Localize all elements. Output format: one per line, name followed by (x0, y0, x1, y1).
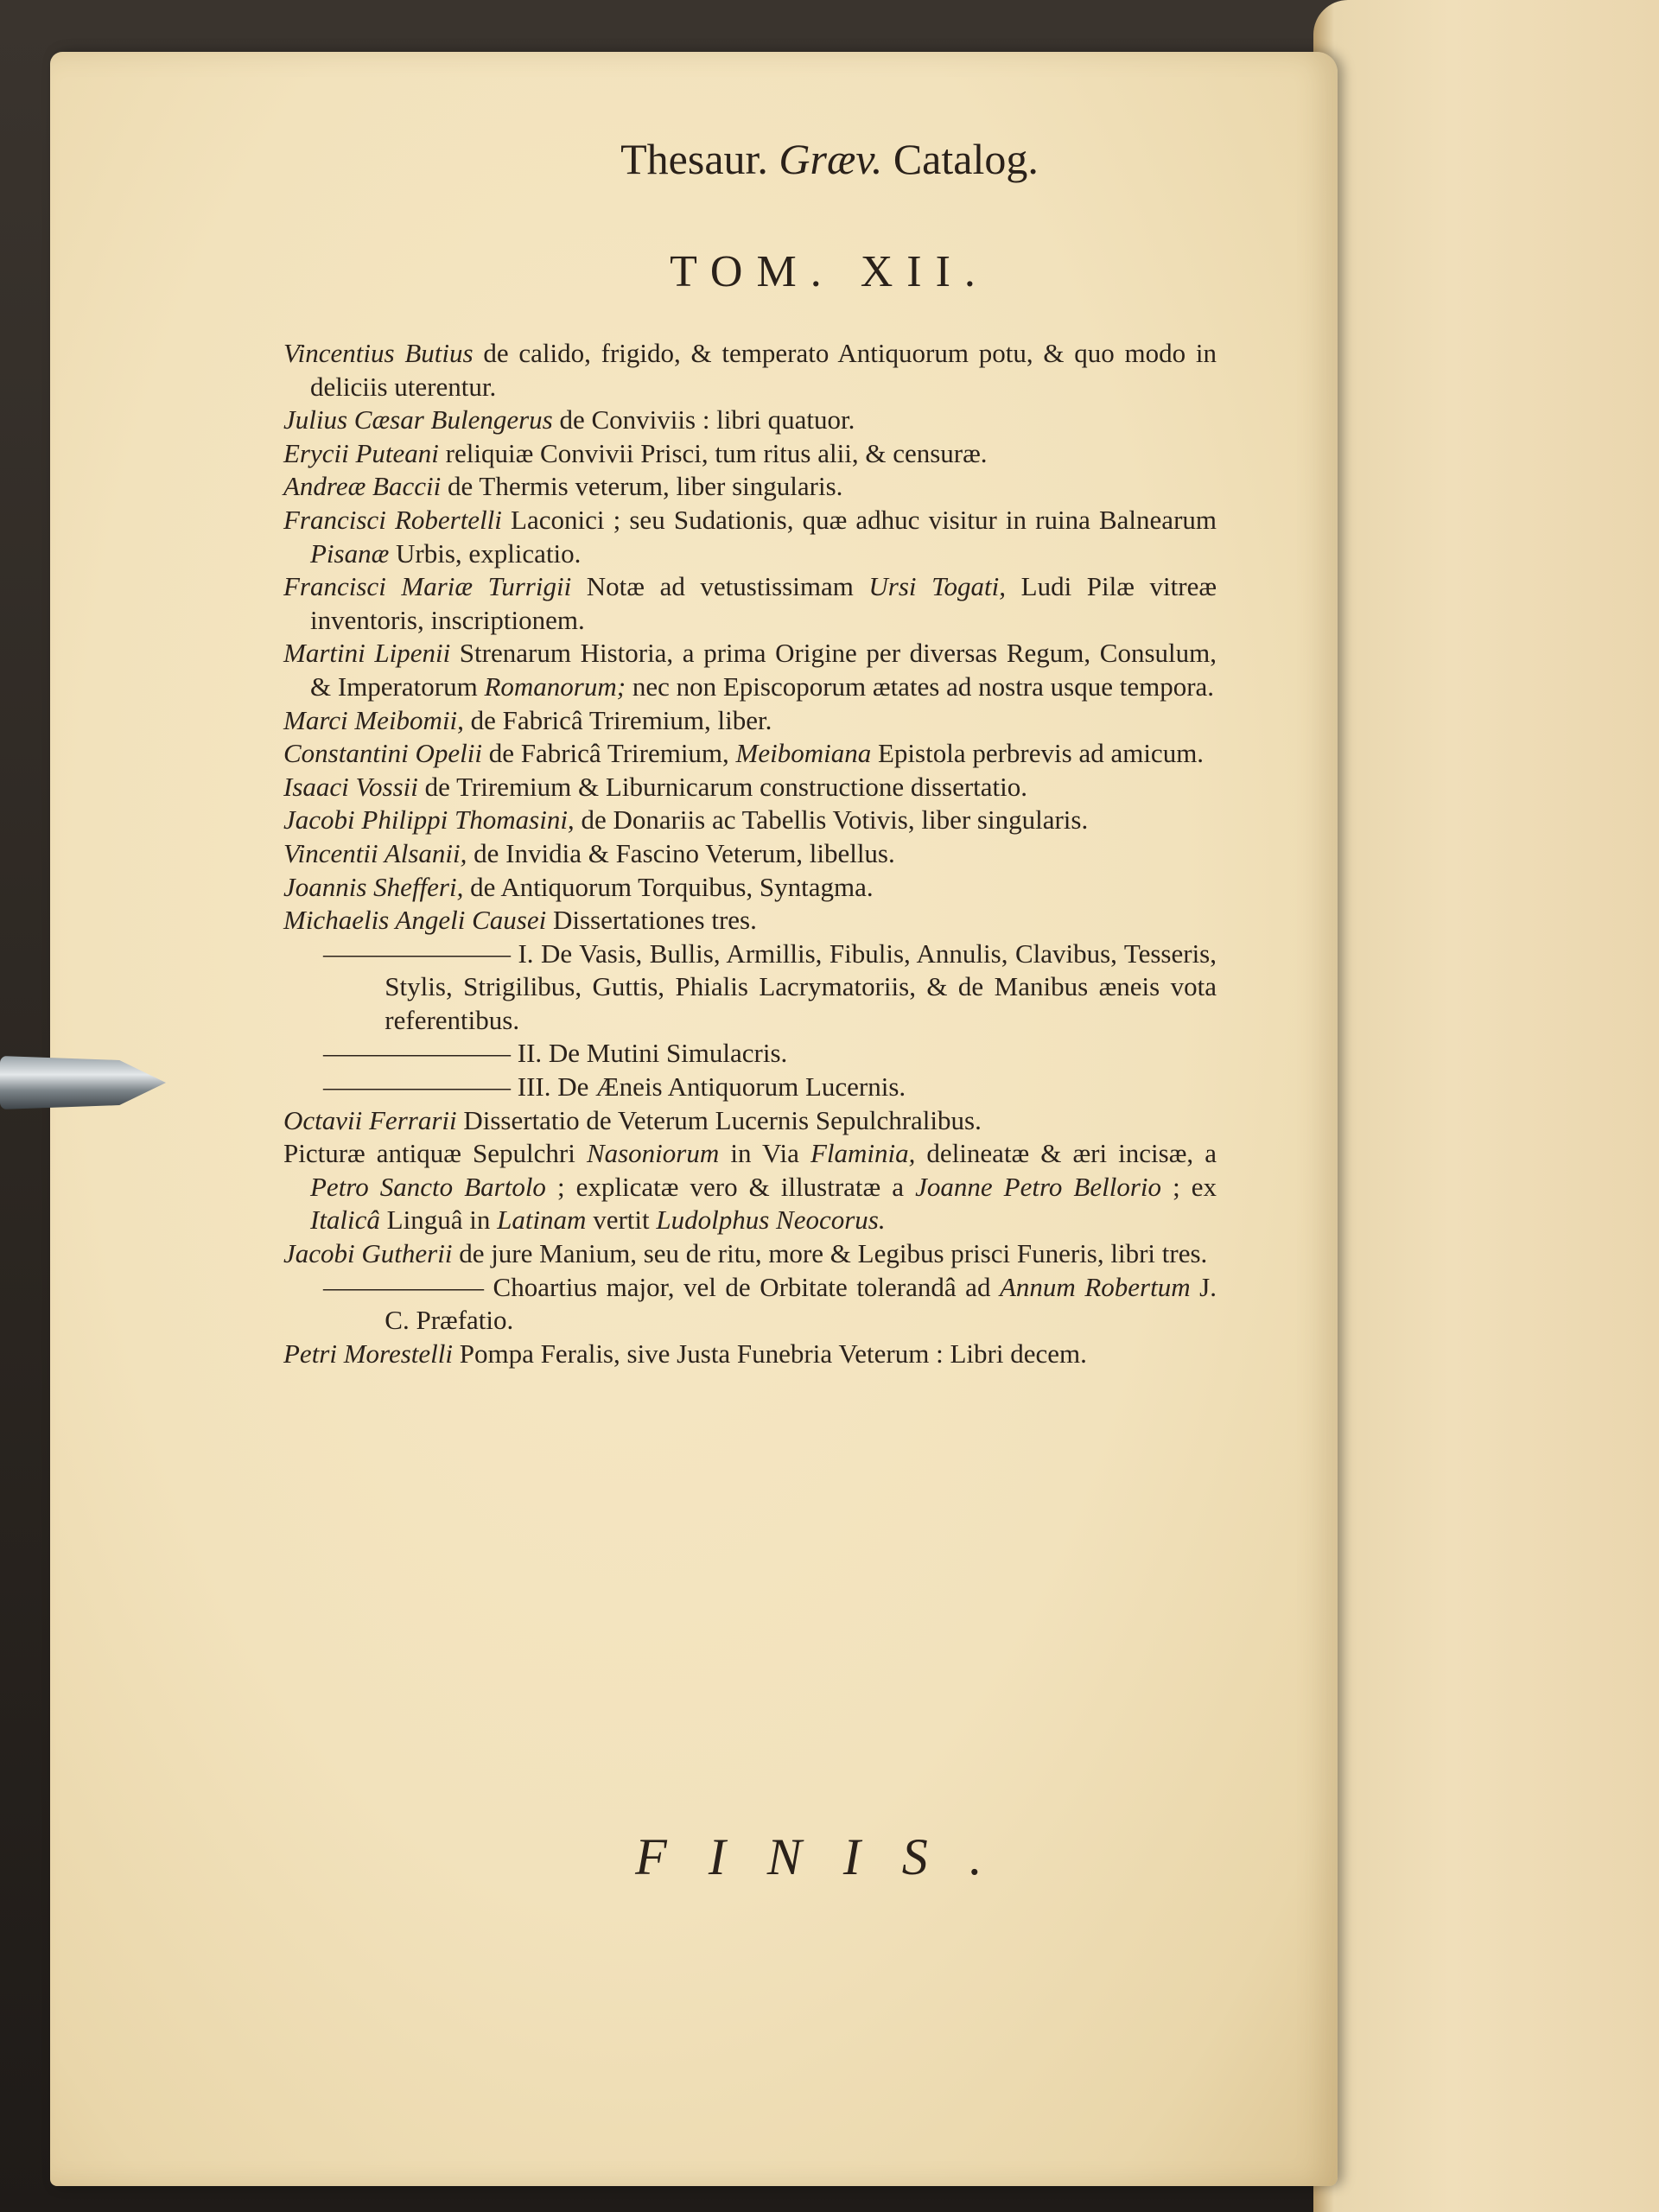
catalog-entry (283, 1104, 1217, 1138)
volume-heading: TOM. XII. (670, 247, 989, 296)
entry-italic: Pisanæ (310, 537, 390, 569)
entry-author: Vincentii Alsanii, (283, 837, 467, 868)
entry-dash: —————— (323, 1271, 484, 1302)
entry-text: ; ex (1161, 1171, 1217, 1202)
entry-author: Julius Cæsar Bulengerus (283, 404, 553, 435)
entry-dash: ——————— (323, 1071, 511, 1103)
running-head-part3: Catalog. (893, 135, 1039, 183)
entry-author: Octavii Ferrarii (283, 1104, 457, 1135)
entry-text: de Donariis ac Tabellis Votivis, liber singularis. (574, 804, 1089, 836)
entry-text: nec non Episcoporum ætates ad nostra usque tempora. (626, 671, 1215, 702)
entry-text: Urbis, explicatio. (389, 537, 582, 569)
entry-author: Vincentius Butius (283, 338, 474, 368)
catalog-entry (283, 837, 1217, 871)
entry-dash: ——————— (323, 938, 511, 969)
entry-italic: Ludolphus Neocorus. (656, 1205, 886, 1236)
entry-text: Pompa Feralis, sive Justa Funebria Veterum : Libri decem. (453, 1338, 1087, 1369)
catalog-entry (283, 570, 1217, 637)
catalog-list (283, 337, 1217, 1370)
entry-italic: Petro Sancto Bartolo (310, 1171, 546, 1202)
entry-italic: Joanne Petro Bellorio (915, 1171, 1162, 1202)
entry-italic: Meibomiana (735, 738, 872, 769)
catalog-entry (323, 1037, 1217, 1071)
entry-text: ; explicatæ vero & illustratæ a (545, 1171, 916, 1202)
entry-author: Erycii Puteani (283, 437, 439, 468)
entry-text: Choartius major, vel de Orbitate tolerandâ ad (484, 1271, 1000, 1302)
catalog-entry (283, 437, 1217, 471)
entry-text: de jure Manium, seu de ritu, more & Legibus prisci Funeris, libri tres. (452, 1238, 1208, 1269)
entry-text: de Fabricâ Triremium, liber. (463, 704, 772, 735)
entry-author: Marci Meibomii, (283, 704, 464, 735)
catalog-entry (283, 1237, 1217, 1271)
entry-text: Notæ ad vetustissimam (571, 571, 869, 602)
entry-text: Picturæ antiquæ Sepulchri (283, 1138, 587, 1169)
catalog-entry (283, 904, 1217, 938)
running-head-part1: Thesaur. (620, 135, 768, 183)
finis: FINIS. (635, 1828, 1024, 1885)
entry-text: III. De Æneis Antiquorum Lucernis. (511, 1071, 906, 1103)
catalog-entry (323, 1071, 1217, 1104)
entry-text: de Fabricâ Triremium, (481, 738, 736, 769)
entry-author: Francisci Robertelli (283, 504, 502, 535)
entry-italic: Ursi Togati, (868, 571, 1007, 602)
entry-text: reliquiæ Convivii Prisci, tum ritus alii, & censuræ. (438, 437, 988, 468)
catalog-entry (323, 938, 1217, 1038)
entry-author: Petri Morestelli (283, 1338, 454, 1369)
entry-author: Joannis Shefferi, (283, 871, 464, 902)
entry-text: de Antiquorum Torquibus, Syntagma. (463, 871, 874, 902)
catalog-entry (283, 337, 1217, 404)
entry-text: de Invidia & Fascino Veterum, libellus. (467, 837, 895, 868)
entry-text: in Via (719, 1138, 810, 1169)
entry-italic: Latinam (497, 1205, 587, 1236)
catalog-entry (283, 470, 1217, 504)
entry-text: J. C. Præfatio. (385, 1271, 1217, 1336)
entry-dash: ——————— (323, 1038, 511, 1069)
catalog-entry (283, 404, 1217, 437)
entry-author: Jacobi Philippi Thomasini, (283, 804, 575, 836)
entry-text: de Triremium & Liburnicarum constructione dissertatio. (417, 771, 1028, 802)
catalog-entry (283, 637, 1217, 703)
entry-author: Michaelis Angeli Causei (283, 905, 547, 936)
entry-text: Linguâ in (379, 1205, 498, 1236)
entry-text: de Conviviis : libri quatuor. (552, 404, 855, 435)
entry-text: Dissertationes tres. (546, 905, 757, 936)
entry-text: vertit (586, 1205, 657, 1236)
entry-author: Francisci Mariæ Turrigii (283, 571, 572, 602)
entry-text: de Thermis veterum, liber singularis. (441, 471, 843, 502)
catalog-entry (283, 704, 1217, 738)
catalog-entry (283, 1338, 1217, 1371)
entry-author: Constantini Opelii (283, 738, 482, 769)
entry-text: Epistola perbrevis ad amicum. (871, 738, 1205, 769)
catalog-entry (283, 504, 1217, 570)
catalog-entry (283, 1137, 1217, 1237)
entry-text: I. De Vasis, Bullis, Armillis, Fibulis, Annulis, Clavibus, Tesseris, Stylis, Strigilibus, Guttis, Phialis Lacrymatoriis, & de Manibus æneis vota referentibus. (385, 938, 1217, 1035)
entry-author: Martini Lipenii (283, 638, 451, 669)
entry-text: Dissertatio de Veterum Lucernis Sepulchralibus. (456, 1104, 982, 1135)
entry-text: delineatæ & æri incisæ, a (915, 1138, 1217, 1169)
catalog-entry (283, 737, 1217, 771)
entry-italic: Romanorum; (484, 671, 626, 702)
catalog-entry (283, 771, 1217, 804)
entry-text: Ludi Pilæ vitreæ inventoris, inscriptionem. (310, 571, 1217, 635)
entry-text: de calido, frigido, & temperato Antiquorum potu, & quo modo in deliciis uterentur. (310, 338, 1217, 402)
entry-author: Isaaci Vossii (283, 771, 418, 802)
entry-text: Strenarum Historia, a prima Origine per diversas Regum, Consulum, & Imperatorum (310, 638, 1217, 702)
entry-author: Jacobi Gutherii (283, 1238, 453, 1269)
catalog-entry (323, 1271, 1217, 1338)
entry-italic: Nasoniorum (586, 1138, 720, 1169)
entry-italic: Flaminia, (810, 1138, 916, 1169)
entry-author: Andreæ Baccii (283, 471, 442, 502)
catalog-entry (283, 871, 1217, 905)
entry-italic: Italicâ (310, 1205, 380, 1236)
running-head (0, 134, 1659, 184)
entry-italic: Annum Robertum (1000, 1271, 1191, 1302)
entry-text: II. De Mutini Simulacris. (511, 1038, 788, 1069)
entry-text: Laconici ; seu Sudationis, quæ adhuc visitur in ruina Balnearum (501, 504, 1217, 535)
running-head-part2: Græv. (779, 135, 883, 183)
catalog-entry (283, 804, 1217, 837)
